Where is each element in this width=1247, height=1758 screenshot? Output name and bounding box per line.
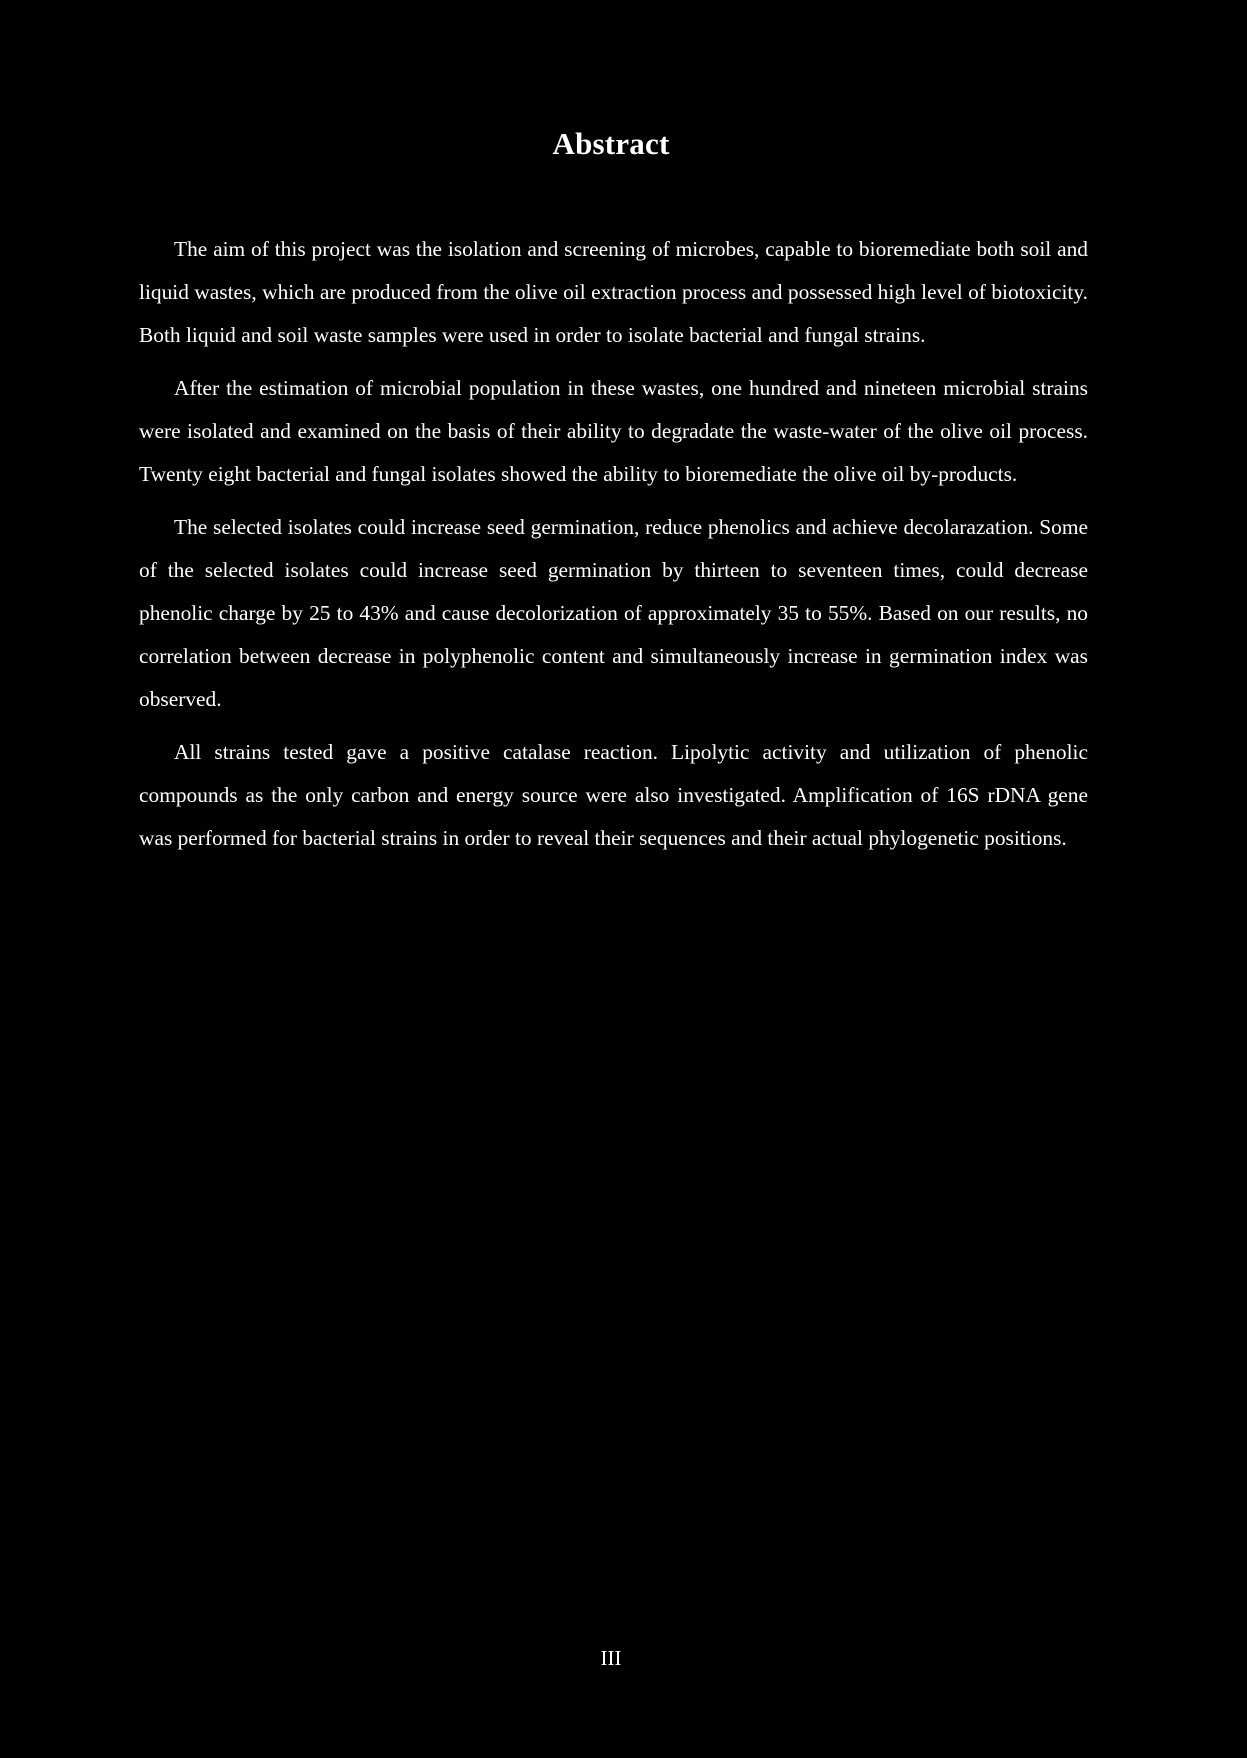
page-title: Abstract [552, 126, 670, 161]
abstract-paragraph-1: The aim of this project was the isolation and screening of microbes, capable to bioremediate both soil and liquid wastes, which are produced from the olive oil extraction process and possessed high level of biotoxicity. Both liquid and soil waste samples were used in order to isolate bacterial and fungal strains. [139, 237, 1088, 347]
abstract-paragraph-3: The selected isolates could increase seed germination, reduce phenolics and achieve decolarazation. Some of the selected isolates could increase seed germination by thirteen to seventeen times, could decrease phenolic charge by 25 to 43% and cause decolorization of approximately 35 to 55%. Based on our results, no correlation between decrease in polyphenolic content and simultaneously increase in germination index was observed. [139, 515, 1088, 711]
abstract-paragraph-4: All strains tested gave a positive catalase reaction. Lipolytic activity and utilization of phenolic compounds as the only carbon and energy source were also investigated. Amplification of 16S rDNA gene was performed for bacterial strains in order to reveal their sequences and their actual phylogenetic positions. [139, 740, 1088, 850]
abstract-paragraph-2: After the estimation of microbial population in these wastes, one hundred and nineteen microbial strains were isolated and examined on the basis of their ability to degradate the waste-water of the olive oil process. Twenty eight bacterial and fungal isolates showed the ability to bioremediate the olive oil by-products. [139, 376, 1088, 486]
page-number: III [600, 1646, 622, 1670]
abstract-body [139, 228, 1088, 870]
